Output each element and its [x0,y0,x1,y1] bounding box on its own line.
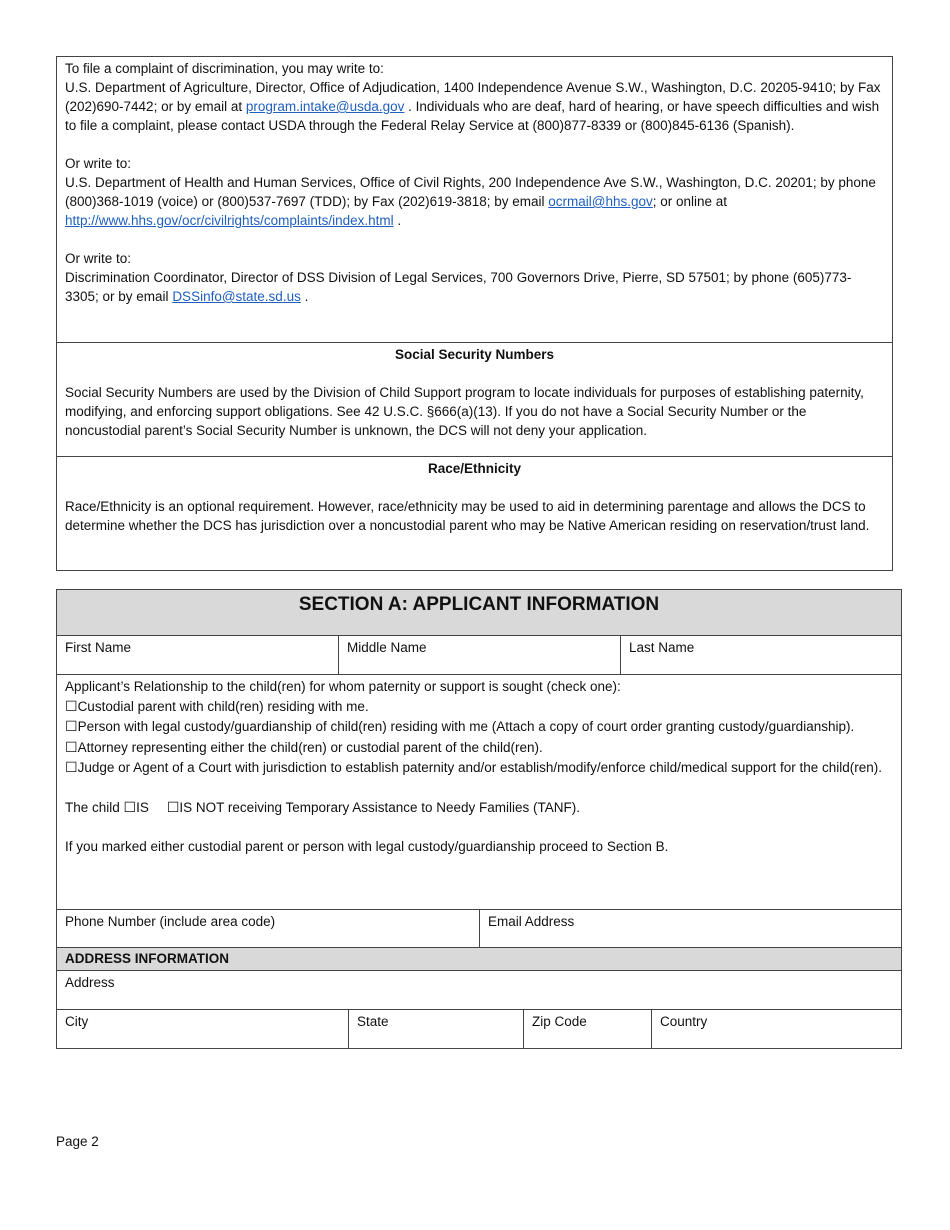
dss-email-link[interactable]: DSSinfo@state.sd.us [172,289,301,304]
dss-text: Discrimination Coordinator, Director of DSS Division of Legal Services, 700 Governors Drive, Pierre, SD 57501; by phone (605)773-3305; or by email [65,270,852,304]
option-judge-agent [65,758,893,779]
option-label: Judge or Agent of a Court with jurisdiction to establish paternity and/or establish/modify/enforce child/medical support for the child(ren). [77,760,882,775]
last-name-label: Last Name [629,640,695,655]
custodial-parent-checkbox[interactable]: ☐ [65,698,78,715]
state-label: State [357,1014,389,1029]
first-name-field[interactable] [57,636,339,674]
hhs-paragraph [65,173,884,230]
address-row [57,971,901,1010]
attorney-checkbox[interactable]: ☐ [65,739,78,756]
hhs-email-link[interactable]: ocrmail@hhs.gov [548,194,653,209]
option-legal-custody [65,717,893,738]
usda-email-link[interactable]: program.intake@usda.gov [245,99,405,114]
option-label: Custodial parent with child(ren) residing with me. [77,698,369,714]
address-header: ADDRESS INFORMATION [57,948,901,971]
email-label: Email Address [488,914,575,929]
tanf-is-checkbox[interactable]: ☐ [123,799,137,816]
zip-field[interactable] [524,1010,652,1048]
race-title: Race/Ethnicity [427,461,522,476]
tanf-is-not-label: IS NOT receiving Temporary Assistance to Needy Families (TANF). [179,799,581,815]
tanf-is-label: IS [136,799,149,815]
section-a-title: SECTION A: APPLICANT INFORMATION [57,590,901,636]
city-field[interactable] [57,1010,349,1048]
relationship-prompt: Applicant’s Relationship to the child(ren) for whom paternity or support is sought (check one): [65,679,621,694]
ssn-section [57,342,892,456]
country-field[interactable] [652,1010,901,1048]
email-field[interactable] [480,910,901,947]
dss-paragraph [65,268,884,306]
tanf-prefix: The child [65,799,124,815]
first-name-label: First Name [65,640,132,655]
or-write-to-1: Or write to: [65,156,132,171]
middle-name-field[interactable] [339,636,621,674]
usda-text: U.S. Department of Agriculture, Director, Office of Adjudication, 1400 Independence Avenue S.W., Washington, D.C. 20205-9410; by Fax (202)690-7442; or by email at [65,80,881,114]
zip-label: Zip Code [532,1014,587,1029]
section-a-form [56,589,902,1049]
address-field[interactable] [57,971,901,1009]
notice-box [56,56,893,571]
contact-row [57,910,901,948]
name-row [57,636,901,675]
page-number: Page 2 [56,1134,99,1149]
option-label: Person with legal custody/guardianship of child(ren) residing with me (Attach a copy of court order granting custody/guardianship). [77,719,855,734]
complaint-section [57,57,892,342]
race-body: Race/Ethnicity is an optional requirement. However, race/ethnicity may be used to aid in determining parentage and allows the DCS to determine whether the DCS has jurisdiction over a noncustodial parent who may be Native American residing on reservation/trust land. [65,499,870,533]
country-label: Country [660,1014,708,1029]
state-field[interactable] [349,1010,524,1048]
option-label: Attorney representing either the child(ren) or custodial parent of the child(ren). [77,739,543,755]
tanf-line [65,798,893,819]
usda-text-after: . Individuals who are deaf, hard of hearing, or have speech difficulties and wish to file a complaint, please contact USDA through the Federal Relay Service at (800)877-8339 or (800)845-6136 (Spanish). [65,99,880,133]
hhs-text: U.S. Department of Health and Human Services, Office of Civil Rights, 200 Independence Ave S.W., Washington, D.C. 20201; by phone (800)368-1019 (voice) or (800)537-7697 (TDD); by Fax (202)619-3818; by email [65,175,876,209]
ssn-title: Social Security Numbers [394,347,555,362]
option-custodial-parent [65,697,893,718]
option-attorney [65,738,893,759]
relationship-section [57,675,901,910]
tanf-is-not-checkbox[interactable]: ☐ [166,799,180,816]
complaint-intro: To file a complaint of discrimination, you may write to: [65,61,384,76]
dss-text-after: . [300,289,309,304]
middle-name-label: Middle Name [347,640,427,655]
address-label: Address [65,975,115,990]
hhs-url-link[interactable]: http://www.hhs.gov/ocr/civilrights/complaints/index.html [65,213,394,228]
city-label: City [65,1014,89,1029]
judge-agent-checkbox[interactable]: ☐ [65,760,78,776]
hhs-text-middle: ; or online at [652,194,728,209]
or-write-to-2: Or write to: [65,251,132,266]
race-section [57,456,892,570]
phone-field[interactable] [57,910,480,947]
proceed-note: If you marked either custodial parent or person with legal custody/guardianship proceed to Section B. [65,839,669,854]
hhs-text-after: . [393,213,402,228]
legal-custody-checkbox[interactable]: ☐ [65,719,78,735]
usda-paragraph [65,78,884,135]
ssn-body: Social Security Numbers are used by the Division of Child Support program to locate individuals for purposes of establishing paternity, modifying, and enforcing support obligations. See 42 U.S.C. §666(a)(13). If you do not have a Social Security Number or the noncustodial parent’s Social Security Number is unknown, the DCS will not deny your application. [65,385,864,438]
last-name-field[interactable] [621,636,901,674]
city-row [57,1010,901,1048]
phone-label: Phone Number (include area code) [65,914,276,929]
